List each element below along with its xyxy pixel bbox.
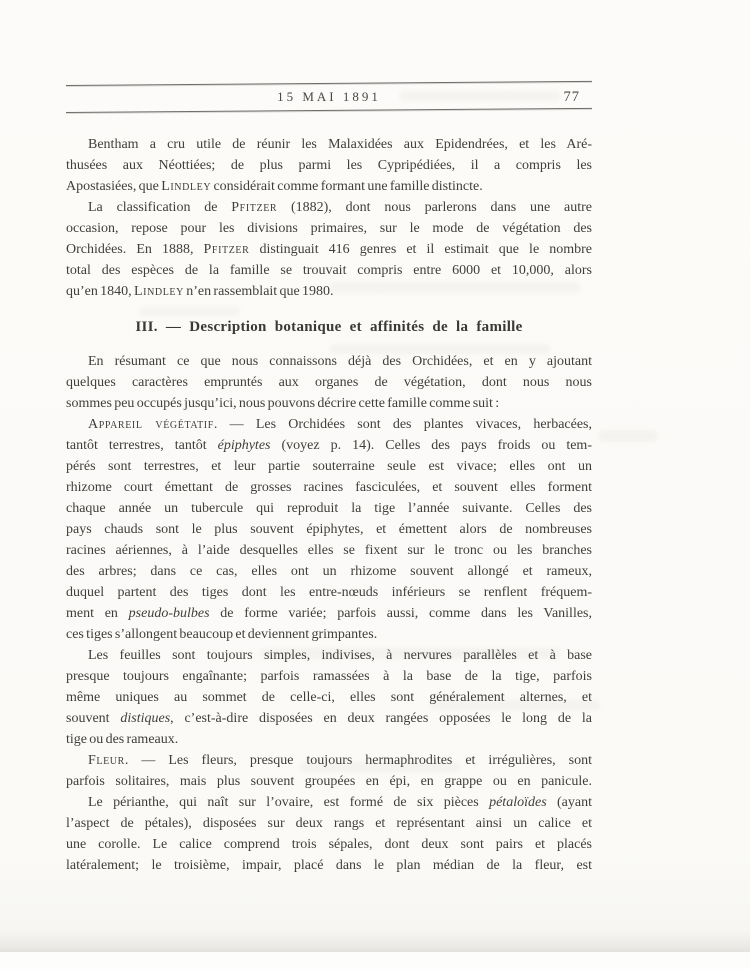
section-heading: III. — Description botanique et affinités de la famille [135, 319, 523, 335]
text-line: presque toujours engaînante; parfois ramassées à la base de la tige, parfois [66, 669, 592, 684]
text-line: total des espèces de la famille se trouvait compris entre 6000 et 10,000, alors [66, 263, 592, 278]
text-line: pérés sont terrestres, et leur partie souterraine seule est vivace; elles ont un [66, 459, 592, 474]
header-page-number: 77 [563, 89, 580, 105]
text-line: tige ou des rameaux. [66, 732, 179, 747]
paragraph [66, 414, 592, 645]
text-line: La classification de Pfitzer (1882), dont nous parlerons dans une autre [88, 200, 592, 215]
text-line: une corolle. Le calice comprend trois sépales, dont deux sont pairs et placés [66, 837, 592, 852]
text-line: latéralement; le troisième, impair, placé dans le plan médian de la fleur, est [66, 858, 592, 873]
text-line: des arbres; dans ce cas, elles ont un rhizome souvent allongé et rameux, [66, 564, 592, 579]
header-date: 15 MAI 1891 [277, 89, 381, 104]
text-line: racines aériennes, à l’aide desquelles elles se fixent sur le tronc ou les branches [66, 543, 592, 558]
page-header [66, 89, 592, 109]
text-line: même uniques au sommet de celle-ci, elles sont généralement alternes, et [66, 690, 592, 705]
text-line: sommes peu occupés jusqu’ici, nous pouvons décrire cette famille comme suit : [66, 396, 500, 411]
text-line: ces tiges s’allongent beaucoup et deviennent grimpantes. [66, 627, 378, 642]
text-line: duquel partent des tiges dont les entre-nœuds inférieurs se renflent fréquem- [66, 585, 592, 600]
text-line: rhizome court émettant de grosses racines fasciculées, et souvent elles forment [66, 480, 592, 495]
text-line: parfois solitaires, mais plus souvent groupées en épi, en grappe ou en panicule. [66, 774, 592, 789]
paragraph [66, 792, 592, 876]
paragraph [66, 351, 592, 414]
paragraph [66, 645, 592, 750]
text-line: tantôt terrestres, tantôt épiphytes (voyez p. 14). Celles des pays froids ou tem- [66, 438, 592, 453]
scan-bottom-shadow [0, 930, 750, 952]
text-line: souvent distiques, c’est-à-dire disposées en deux rangées opposées le long de la [66, 711, 592, 726]
text-line: qu’en 1840, Lindley n’en rassemblait que 1980. [66, 284, 334, 299]
text-line: occasion, repose pour les divisions primaires, sur le mode de végétation des [66, 221, 592, 236]
text-line: En résumant ce que nous connaissons déjà des Orchidées, et en y ajoutant [88, 354, 592, 369]
scan-bottom-edge [0, 952, 750, 969]
text-line: thusées aux Néottiées; de plus parmi les Cypripédiées, il a compris les [66, 158, 592, 173]
text-line: Les feuilles sont toujours simples, indivises, à nervures parallèles et à base [88, 648, 592, 663]
text-line: l’aspect de pétales), disposées sur deux rangs et représentant ainsi un calice et [66, 816, 592, 831]
text-line: Le périanthe, qui naît sur l’ovaire, est formé de six pièces pétaloïdes (ayant [88, 795, 592, 810]
header-rule-top [66, 81, 592, 86]
text-line: Appareil végétatif. — Les Orchidées sont des plantes vivaces, herbacées, [88, 417, 592, 432]
text-line: Apostasiées, que Lindley considérait comme formant une famille distincte. [66, 179, 483, 194]
text-line: quelques caractères empruntés aux organes de végétation, dont nous nous [66, 375, 592, 390]
text-line: Fleur. — Les fleurs, presque toujours hermaphrodites et irrégulières, sont [88, 753, 592, 768]
paragraph [66, 134, 592, 197]
bleed-through-smudge [598, 430, 658, 442]
paragraph [66, 197, 592, 302]
text-line: pays chauds sont le plus souvent épiphytes, et émettent alors de nombreuses [66, 522, 592, 537]
text-line: ment en pseudo-bulbes de forme variée; parfois aussi, comme dans les Vanilles, [66, 606, 592, 621]
text-block [66, 134, 592, 876]
text-line: Bentham a cru utile de réunir les Malaxidées aux Epidendrées, et les Aré- [88, 137, 592, 152]
text-line: chaque année un tubercule qui reproduit la tige l’année suivante. Celles des [66, 501, 592, 516]
paragraph [66, 750, 592, 792]
text-line: Orchidées. En 1888, Pfitzer distinguait 416 genres et il estimait que le nombre [66, 242, 592, 257]
